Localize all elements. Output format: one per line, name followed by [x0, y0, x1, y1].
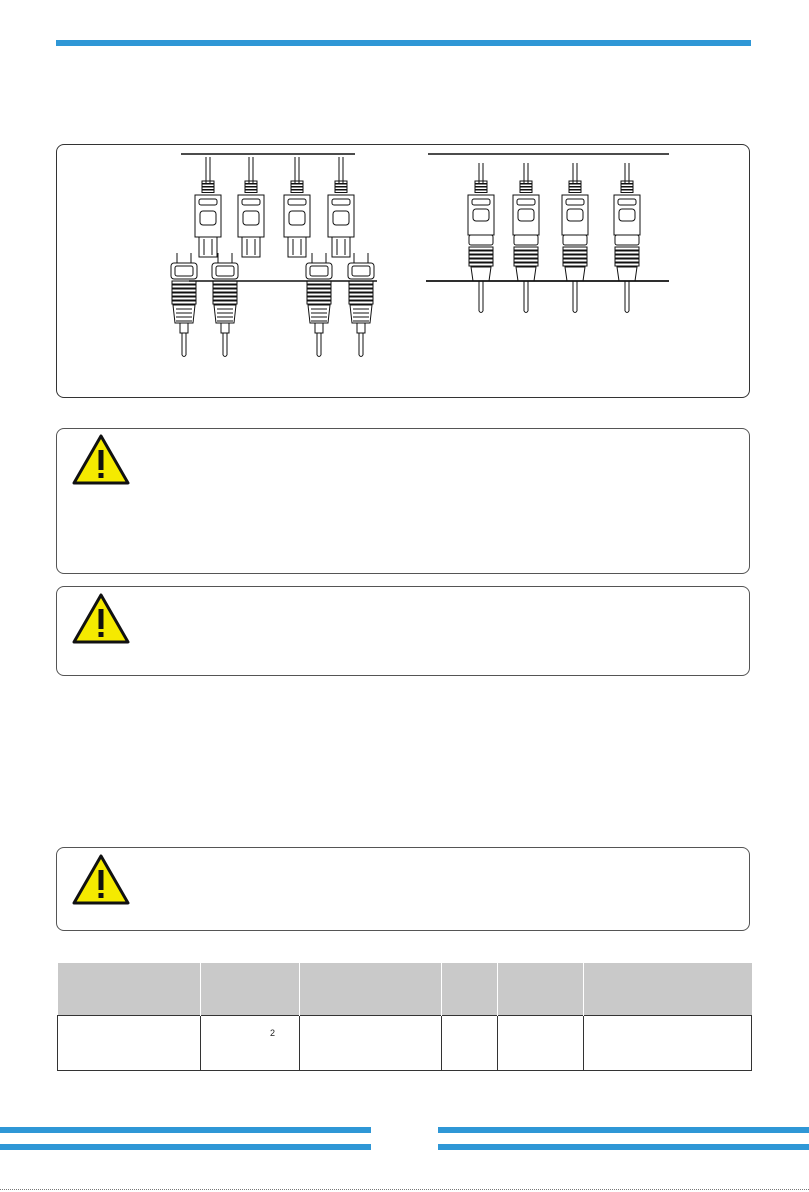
- table-header-row: [58, 963, 752, 1016]
- warning-box-3: [56, 847, 750, 931]
- connector-drawing: [348, 253, 374, 357]
- connector-drawing: [238, 157, 264, 257]
- warning-box-1: [56, 428, 750, 574]
- warning-box-2: [56, 586, 750, 676]
- footer-bar: [0, 1127, 371, 1133]
- footer-bar: [438, 1144, 809, 1150]
- table-cell: [300, 1016, 442, 1071]
- footer-bar: [0, 1144, 371, 1150]
- table-header-cell: [584, 963, 752, 1016]
- table-header-cell: [201, 963, 300, 1016]
- warning-triangle-icon: [71, 433, 131, 485]
- table-cell: [584, 1016, 752, 1071]
- connector-drawing: [212, 253, 238, 357]
- connector-drawing: [468, 163, 494, 313]
- table-header-cell: [300, 963, 442, 1016]
- table-header-cell: [58, 963, 201, 1016]
- table-row: [58, 1016, 752, 1071]
- table-header-cell: [498, 963, 584, 1016]
- footer-bar: [438, 1127, 809, 1133]
- header-rule: [56, 40, 751, 46]
- warning-triangle-icon: [71, 592, 131, 644]
- table-cell: [442, 1016, 498, 1071]
- connector-drawing: [195, 157, 221, 257]
- connector-drawing: [562, 163, 588, 313]
- superscript-two: 2: [269, 1028, 275, 1038]
- connector-drawing: [513, 163, 539, 313]
- footer-dotted-line: [0, 1189, 809, 1190]
- table-header-cell: [442, 963, 498, 1016]
- table-cell: [201, 1016, 300, 1071]
- warning-triangle-icon: [71, 853, 131, 905]
- connector-drawing: [614, 163, 640, 313]
- connector-figure: [56, 144, 750, 398]
- table-cell: [498, 1016, 584, 1071]
- connector-drawing: [328, 157, 354, 257]
- connector-drawing: [171, 253, 197, 357]
- spec-table: [57, 963, 752, 1071]
- connector-drawing: [284, 157, 310, 257]
- table-cell: [58, 1016, 201, 1071]
- connector-illustration: [57, 145, 751, 399]
- connector-drawing: [306, 253, 332, 357]
